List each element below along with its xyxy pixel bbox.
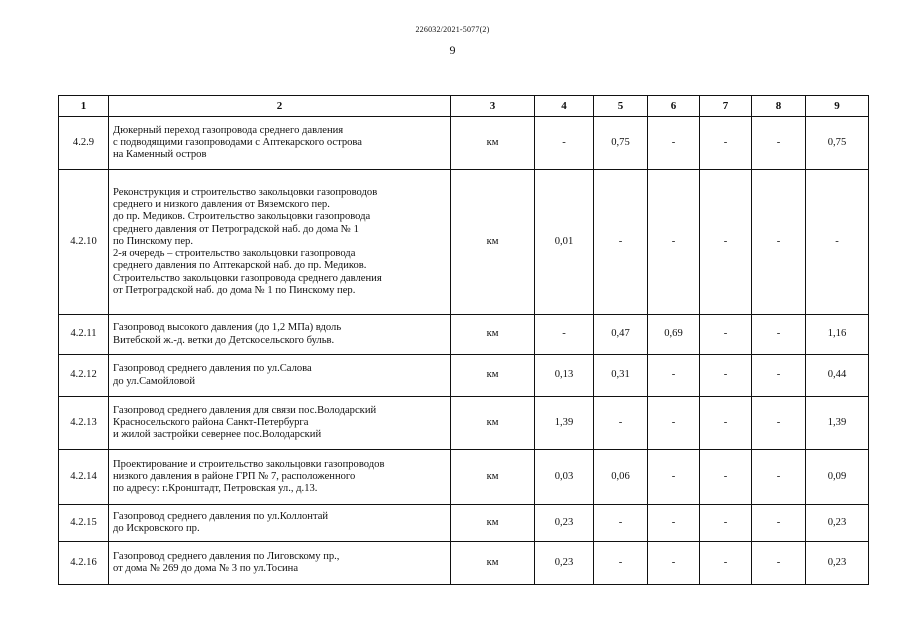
table-row xyxy=(59,170,869,315)
item-col-7: - xyxy=(700,450,752,505)
column-header-3: 3 xyxy=(451,96,535,117)
item-description: Реконструкция и строительство закольцовки газопроводов среднего и низкого давления от Вяземского пер. до пр. Медиков. Строительство закольцовки газопровода среднего давления от Петроградской наб. до дома № 1 по Пинскому пер. 2-я очередь – строительство закольцовки газопровода среднего давления по Аптекарской наб. до пр. Медиков. Строительство закольцовки газопровода среднего давления от Петроградской наб. до дома № 1 по Пинскому пер. xyxy=(109,170,451,315)
item-description: Газопровод среднего давления по Лиговскому пр., от дома № 269 до дома № 3 по ул.Тосина xyxy=(109,542,451,585)
item-number: 4.2.10 xyxy=(59,170,109,315)
item-col-7: - xyxy=(700,117,752,170)
item-col-6: - xyxy=(648,397,700,450)
item-col-7: - xyxy=(700,355,752,397)
item-col-7: - xyxy=(700,505,752,542)
item-unit: км xyxy=(451,170,535,315)
column-header-9: 9 xyxy=(806,96,869,117)
table-row xyxy=(59,397,869,450)
column-header-7: 7 xyxy=(700,96,752,117)
item-col-8: - xyxy=(752,505,806,542)
item-col-6: - xyxy=(648,450,700,505)
item-col-4: 0,13 xyxy=(535,355,594,397)
column-header-4: 4 xyxy=(535,96,594,117)
item-col-6: - xyxy=(648,542,700,585)
column-header-6: 6 xyxy=(648,96,700,117)
item-col-9: 0,23 xyxy=(806,542,869,585)
item-col-5: 0,06 xyxy=(594,450,648,505)
table-row xyxy=(59,117,869,170)
column-header-8: 8 xyxy=(752,96,806,117)
item-col-6: - xyxy=(648,505,700,542)
item-col-5: - xyxy=(594,170,648,315)
item-col-7: - xyxy=(700,170,752,315)
item-col-4: 0,23 xyxy=(535,542,594,585)
item-col-7: - xyxy=(700,315,752,355)
item-col-9: 0,44 xyxy=(806,355,869,397)
item-col-9: 1,39 xyxy=(806,397,869,450)
item-col-9: 1,16 xyxy=(806,315,869,355)
item-col-5: - xyxy=(594,505,648,542)
item-unit: км xyxy=(451,315,535,355)
column-header-1: 1 xyxy=(59,96,109,117)
item-col-8: - xyxy=(752,450,806,505)
item-number: 4.2.13 xyxy=(59,397,109,450)
table-row xyxy=(59,450,869,505)
item-col-4: 0,23 xyxy=(535,505,594,542)
table-row xyxy=(59,505,869,542)
item-col-8: - xyxy=(752,355,806,397)
item-col-5: 0,31 xyxy=(594,355,648,397)
column-header-5: 5 xyxy=(594,96,648,117)
item-col-4: 1,39 xyxy=(535,397,594,450)
document-registration-number: 226032/2021-5077(2) xyxy=(415,25,490,34)
item-col-8: - xyxy=(752,315,806,355)
item-col-5: - xyxy=(594,542,648,585)
item-description: Газопровод высокого давления (до 1,2 МПа) вдоль Витебской ж.-д. ветки до Детскосельского бульв. xyxy=(109,315,451,355)
table-row xyxy=(59,315,869,355)
item-unit: км xyxy=(451,355,535,397)
page-number: 9 xyxy=(449,43,456,57)
item-unit: км xyxy=(451,505,535,542)
item-col-6: - xyxy=(648,117,700,170)
item-col-4: - xyxy=(535,117,594,170)
item-col-9: 0,09 xyxy=(806,450,869,505)
column-header-2: 2 xyxy=(109,96,451,117)
item-col-9: - xyxy=(806,170,869,315)
item-col-7: - xyxy=(700,397,752,450)
item-description: Газопровод среднего давления по ул.Коллонтай до Искровского пр. xyxy=(109,505,451,542)
item-col-8: - xyxy=(752,117,806,170)
item-unit: км xyxy=(451,397,535,450)
item-col-6: - xyxy=(648,170,700,315)
item-description: Газопровод среднего давления по ул.Салова до ул.Самойловой xyxy=(109,355,451,397)
item-col-7: - xyxy=(700,542,752,585)
item-number: 4.2.11 xyxy=(59,315,109,355)
table-row xyxy=(59,355,869,397)
item-number: 4.2.9 xyxy=(59,117,109,170)
item-col-9: 0,23 xyxy=(806,505,869,542)
item-description: Проектирование и строительство закольцовки газопроводов низкого давления в районе ГРП № 7, расположенного по адресу: г.Кронштадт, Петровская ул., д.13. xyxy=(109,450,451,505)
item-col-6: 0,69 xyxy=(648,315,700,355)
item-number: 4.2.14 xyxy=(59,450,109,505)
item-unit: км xyxy=(451,542,535,585)
item-col-5: - xyxy=(594,397,648,450)
item-col-5: 0,75 xyxy=(594,117,648,170)
item-col-4: 0,01 xyxy=(535,170,594,315)
item-number: 4.2.15 xyxy=(59,505,109,542)
item-col-8: - xyxy=(752,542,806,585)
item-col-4: 0,03 xyxy=(535,450,594,505)
item-description: Газопровод среднего давления для связи пос.Володарский Красносельского района Санкт-Петербурга и жилой застройки севернее пос.Володарский xyxy=(109,397,451,450)
item-col-6: - xyxy=(648,355,700,397)
item-col-8: - xyxy=(752,397,806,450)
item-col-5: 0,47 xyxy=(594,315,648,355)
pipeline-table xyxy=(58,95,869,585)
item-description: Дюкерный переход газопровода среднего давления с подводящими газопроводами с Аптекарского острова на Каменный остров xyxy=(109,117,451,170)
item-col-9: 0,75 xyxy=(806,117,869,170)
item-unit: км xyxy=(451,117,535,170)
item-col-4: - xyxy=(535,315,594,355)
item-col-8: - xyxy=(752,170,806,315)
item-number: 4.2.12 xyxy=(59,355,109,397)
table-header-row xyxy=(59,96,869,117)
item-unit: км xyxy=(451,450,535,505)
item-number: 4.2.16 xyxy=(59,542,109,585)
table-row xyxy=(59,542,869,585)
